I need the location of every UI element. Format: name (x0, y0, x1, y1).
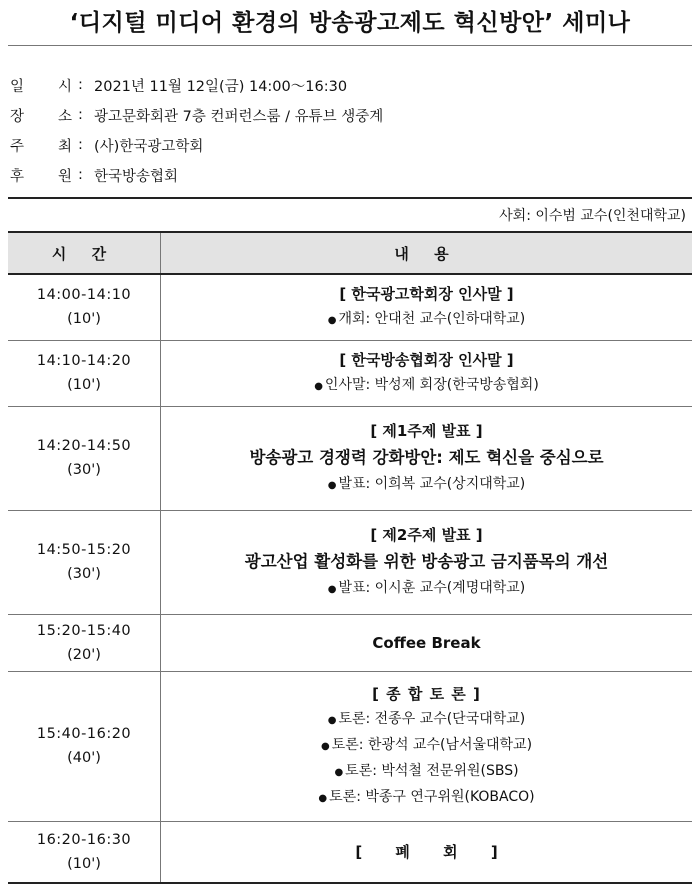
bullet-item: ● 발표: 이희복 교수(상지대학교) (327, 476, 526, 492)
info-divider (8, 197, 692, 199)
content-cell (161, 510, 693, 614)
session-subtitle: 방송광고 경쟁력 강화방안: 제도 혁신을 중심으로 (249, 448, 604, 467)
bullet-dot-icon: ● (327, 315, 337, 327)
info-colon: : (78, 167, 83, 183)
time-cell (8, 510, 161, 614)
info-value-date: 2021년 11월 12일(금) 14:00～16:30 (94, 78, 348, 95)
time-duration: (30') (67, 566, 101, 582)
session-heading: [ 폐 회 ] (355, 842, 498, 861)
content-cell (161, 821, 693, 883)
info-label-char: 원 (57, 168, 72, 185)
schedule-table (8, 231, 692, 884)
content-cell (161, 614, 693, 671)
bullet-item: ● 토론: 전종우 교수(단국대학교) (327, 711, 526, 727)
time-range: 14:20-14:50 (36, 438, 132, 454)
info-value-host: (사)한국광고학회 (94, 138, 204, 155)
time-cell (8, 821, 161, 883)
table-row (8, 614, 692, 671)
info-colon: : (78, 137, 83, 153)
bullet-item: ● 토론: 한광석 교수(남서울대학교) (320, 737, 533, 753)
time-duration: (20') (67, 646, 101, 663)
bullet-item: ● 토론: 박종구 연구위원(KOBACO) (318, 789, 535, 805)
info-colon: : (78, 77, 83, 93)
session-heading: [ 한국광고학회장 인사말 ] (339, 285, 514, 304)
time-range: 15:40-16:20 (36, 726, 132, 742)
content-cell (161, 406, 693, 510)
info-colon: : (78, 107, 83, 123)
title-divider (8, 45, 692, 46)
table-row (8, 510, 692, 614)
content-cell (161, 671, 693, 821)
info-row-sponsor (10, 160, 383, 190)
time-duration: (30') (67, 462, 101, 478)
event-info (10, 70, 383, 190)
header-content: 내 용 (161, 232, 693, 274)
info-label-char: 소 (57, 108, 72, 125)
header-time: 시 간 (8, 232, 161, 274)
table-row (8, 671, 692, 821)
session-heading: [ 제2주제 발표 ] (370, 526, 483, 544)
time-duration: (10') (67, 311, 101, 328)
time-range: 14:50-15:20 (36, 542, 132, 558)
info-label-char: 후 (10, 168, 25, 185)
time-cell (8, 406, 161, 510)
page-title: ‘디지털 미디어 환경의 방송광고제도 혁신방안’ 세미나 (69, 10, 631, 36)
time-cell (8, 274, 161, 340)
info-label-char: 주 (10, 138, 25, 155)
info-row-venue (10, 100, 383, 130)
info-label-char: 시 (57, 78, 72, 95)
time-range: 14:10-14:20 (36, 353, 132, 369)
time-duration: (10') (67, 855, 101, 872)
break-label: Coffee Break (372, 633, 481, 652)
table-header-row (8, 232, 692, 274)
time-range: 15:20-15:40 (36, 622, 132, 639)
bullet-item: ● 개회: 안대천 교수(인하대학교) (327, 311, 526, 328)
bullet-dot-icon: ● (318, 793, 328, 804)
bullet-item: ● 발표: 이시훈 교수(계명대학교) (327, 580, 526, 596)
session-subtitle: 광고산업 활성화를 위한 방송광고 금지품목의 개선 (244, 552, 609, 571)
time-range: 14:00-14:10 (36, 287, 132, 304)
info-row-date (10, 70, 383, 100)
time-cell (8, 614, 161, 671)
time-duration: (40') (67, 750, 101, 766)
bullet-dot-icon: ● (320, 741, 330, 752)
info-row-host (10, 130, 383, 160)
table-row (8, 340, 692, 406)
info-value-venue: 광고문화회관 7층 컨퍼런스룸 / 유튜브 생중계 (94, 108, 384, 125)
moderator-text: 사회: 이수범 교수(인천대학교) (499, 208, 686, 224)
session-heading: [ 종 합 토 론 ] (372, 685, 481, 703)
bullet-dot-icon: ● (327, 715, 337, 726)
session-heading: [ 제1주제 발표 ] (370, 422, 483, 440)
bullet-item: ● 인사말: 박성제 회장(한국방송협회) (314, 377, 539, 393)
table-row (8, 406, 692, 510)
bullet-item: ● 토론: 박석철 전문위원(SBS) (334, 763, 519, 779)
bullet-dot-icon: ● (327, 480, 337, 491)
bullet-dot-icon: ● (334, 767, 344, 778)
time-duration: (10') (67, 377, 101, 393)
table-row (8, 821, 692, 883)
session-heading: [ 한국방송협회장 인사말 ] (339, 351, 514, 369)
table-row (8, 274, 692, 340)
info-label-char: 일 (10, 78, 25, 95)
time-cell (8, 340, 161, 406)
info-label-char: 최 (57, 138, 72, 155)
info-value-sponsor: 한국방송협회 (94, 168, 179, 185)
content-cell (161, 274, 693, 340)
bullet-dot-icon: ● (314, 381, 323, 392)
time-range: 16:20-16:30 (36, 831, 132, 848)
info-label-char: 장 (10, 108, 25, 125)
time-cell (8, 671, 161, 821)
content-cell (161, 340, 693, 406)
bullet-dot-icon: ● (327, 584, 337, 595)
